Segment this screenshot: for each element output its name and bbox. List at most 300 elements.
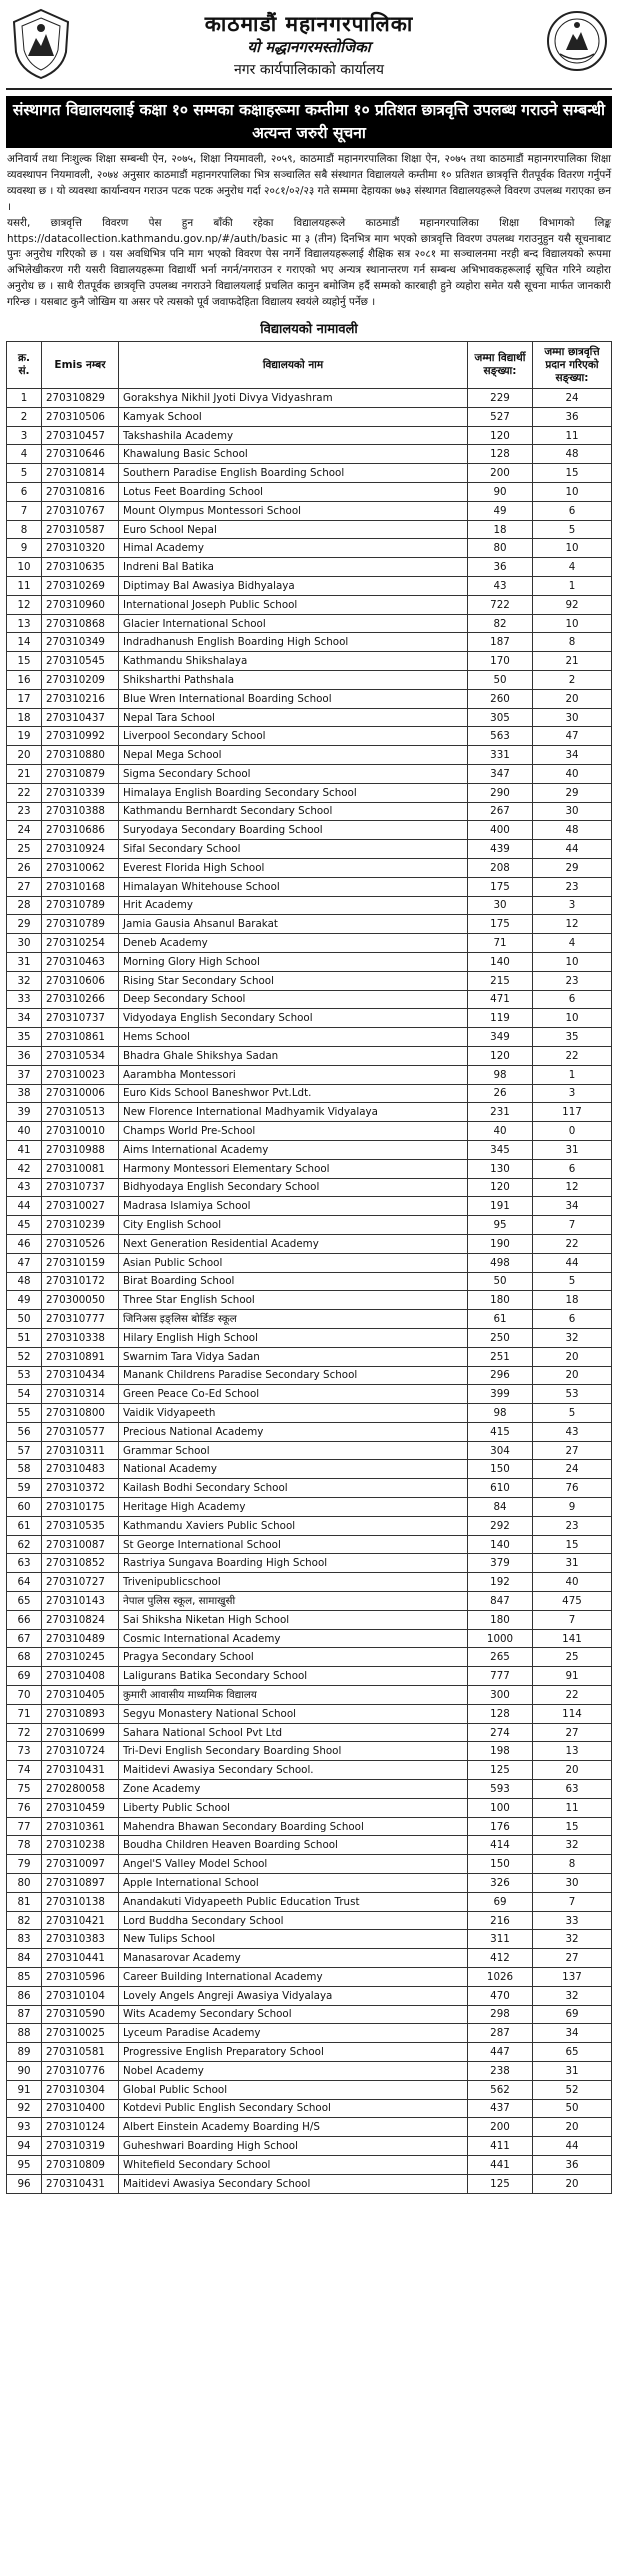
emis-number: 270310777 <box>42 1310 119 1329</box>
scholarship-count: 10 <box>533 1009 612 1028</box>
school-name: Sifal Secondary School <box>119 840 468 859</box>
serial-number: 5 <box>7 464 42 483</box>
emis-number: 270310372 <box>42 1479 119 1498</box>
emis-number: 270310463 <box>42 952 119 971</box>
scholarship-count: 12 <box>533 915 612 934</box>
emis-number: 270310025 <box>42 2024 119 2043</box>
scholarship-count: 2 <box>533 671 612 690</box>
total-students: 400 <box>468 821 533 840</box>
school-name: Boudha Children Heaven Boarding School <box>119 1836 468 1855</box>
total-students: 180 <box>468 1610 533 1629</box>
table-row <box>7 539 612 558</box>
serial-number: 51 <box>7 1328 42 1347</box>
scholarship-count: 30 <box>533 802 612 821</box>
total-students: 265 <box>468 1648 533 1667</box>
scholarship-count: 15 <box>533 1817 612 1836</box>
total-students: 198 <box>468 1742 533 1761</box>
emis-number: 270310168 <box>42 877 119 896</box>
total-students: 90 <box>468 483 533 502</box>
emis-number: 270310216 <box>42 689 119 708</box>
table-row <box>7 1986 612 2005</box>
serial-number: 1 <box>7 389 42 408</box>
table-row <box>7 464 612 483</box>
total-students: 18 <box>468 520 533 539</box>
scholarship-count: 475 <box>533 1592 612 1611</box>
school-name: Wits Academy Secondary School <box>119 2005 468 2024</box>
school-name: City English School <box>119 1216 468 1235</box>
table-row <box>7 1159 612 1178</box>
total-students: 192 <box>468 1573 533 1592</box>
table-row <box>7 877 612 896</box>
emis-number: 270310606 <box>42 971 119 990</box>
table-row <box>7 1366 612 1385</box>
emis-number: 270310023 <box>42 1065 119 1084</box>
school-name: International Joseph Public School <box>119 595 468 614</box>
emis-number: 270300050 <box>42 1291 119 1310</box>
scholarship-count: 24 <box>533 389 612 408</box>
serial-number: 26 <box>7 858 42 877</box>
table-row <box>7 896 612 915</box>
scholarship-count: 33 <box>533 1911 612 1930</box>
serial-number: 36 <box>7 1046 42 1065</box>
scholarship-count: 40 <box>533 765 612 784</box>
scholarship-count: 5 <box>533 1404 612 1423</box>
table-row <box>7 934 612 953</box>
serial-number: 22 <box>7 783 42 802</box>
table-row <box>7 1723 612 1742</box>
total-students: 447 <box>468 2043 533 2062</box>
serial-number: 70 <box>7 1686 42 1705</box>
emis-number: 270310339 <box>42 783 119 802</box>
scholarship-count: 0 <box>533 1122 612 1141</box>
scholarship-count: 10 <box>533 483 612 502</box>
serial-number: 88 <box>7 2024 42 2043</box>
table-row <box>7 783 612 802</box>
serial-number: 96 <box>7 2174 42 2193</box>
scholarship-count: 23 <box>533 877 612 896</box>
scholarship-count: 20 <box>533 2118 612 2137</box>
serial-number: 66 <box>7 1610 42 1629</box>
emis-number: 270310577 <box>42 1422 119 1441</box>
serial-number: 19 <box>7 727 42 746</box>
table-row <box>7 1422 612 1441</box>
scholarship-count: 29 <box>533 858 612 877</box>
emis-number: 270310960 <box>42 595 119 614</box>
emis-number: 270310172 <box>42 1272 119 1291</box>
school-name: Champs World Pre-School <box>119 1122 468 1141</box>
emis-number: 270310097 <box>42 1855 119 1874</box>
serial-number: 14 <box>7 633 42 652</box>
school-name: Heritage High Academy <box>119 1498 468 1517</box>
total-students: 175 <box>468 915 533 934</box>
school-name: Kathmandu Xaviers Public School <box>119 1516 468 1535</box>
scholarship-count: 7 <box>533 1892 612 1911</box>
serial-number: 53 <box>7 1366 42 1385</box>
school-name: Takshashila Academy <box>119 426 468 445</box>
table-row <box>7 1686 612 1705</box>
serial-number: 34 <box>7 1009 42 1028</box>
table-row <box>7 2080 612 2099</box>
total-students: 69 <box>468 1892 533 1911</box>
school-name: जिनिअस इङ्लिस बोर्डिङ स्कूल <box>119 1310 468 1329</box>
emis-number: 270310587 <box>42 520 119 539</box>
total-students: 216 <box>468 1911 533 1930</box>
scholarship-count: 7 <box>533 1610 612 1629</box>
emis-number: 270310239 <box>42 1216 119 1235</box>
emis-number: 270310852 <box>42 1554 119 1573</box>
emis-number: 270310027 <box>42 1197 119 1216</box>
school-name: Diptimay Bal Awasiya Bidhyalaya <box>119 577 468 596</box>
school-name: Angel'S Valley Model School <box>119 1855 468 1874</box>
serial-number: 68 <box>7 1648 42 1667</box>
emis-number: 270310635 <box>42 558 119 577</box>
emis-number: 270310349 <box>42 633 119 652</box>
school-name: Himalaya English Boarding Secondary School <box>119 783 468 802</box>
school-name: Sigma Secondary School <box>119 765 468 784</box>
emis-number: 270310800 <box>42 1404 119 1423</box>
serial-number: 94 <box>7 2137 42 2156</box>
municipality-tagline: यो मद्धानगरमस्तोजिका <box>247 38 371 56</box>
total-students: 610 <box>468 1479 533 1498</box>
emis-number: 270310338 <box>42 1328 119 1347</box>
total-students: 82 <box>468 614 533 633</box>
government-emblem <box>546 10 608 72</box>
school-name: Himalayan Whitehouse School <box>119 877 468 896</box>
table-row <box>7 1009 612 1028</box>
school-name: Progressive English Preparatory School <box>119 2043 468 2062</box>
scholarship-count: 43 <box>533 1422 612 1441</box>
emis-number: 270310457 <box>42 426 119 445</box>
school-name: Himal Academy <box>119 539 468 558</box>
serial-number: 7 <box>7 501 42 520</box>
table-row <box>7 520 612 539</box>
school-name: New Tulips School <box>119 1930 468 1949</box>
school-name: Kotdevi Public English Secondary School <box>119 2099 468 2118</box>
table-row <box>7 1479 612 1498</box>
emis-number: 270310124 <box>42 2118 119 2137</box>
serial-number: 33 <box>7 990 42 1009</box>
serial-number: 29 <box>7 915 42 934</box>
total-students: 190 <box>468 1234 533 1253</box>
school-name: Jamia Gausia Ahsanul Barakat <box>119 915 468 934</box>
scholarship-count: 32 <box>533 1836 612 1855</box>
serial-number: 67 <box>7 1629 42 1648</box>
total-students: 125 <box>468 2174 533 2193</box>
school-name: Nepal Tara School <box>119 708 468 727</box>
table-row <box>7 1516 612 1535</box>
total-students: 191 <box>468 1197 533 1216</box>
school-table <box>6 341 612 2194</box>
table-row <box>7 1780 612 1799</box>
school-name: Aarambha Montessori <box>119 1065 468 1084</box>
table-row <box>7 1140 612 1159</box>
school-name: Asian Public School <box>119 1253 468 1272</box>
school-name: Whitefield Secondary School <box>119 2155 468 2174</box>
table-row <box>7 426 612 445</box>
school-name: Bhadra Ghale Shikshya Sadan <box>119 1046 468 1065</box>
school-name: Hilary English High School <box>119 1328 468 1347</box>
emis-number: 270310893 <box>42 1704 119 1723</box>
table-row <box>7 689 612 708</box>
serial-number: 48 <box>7 1272 42 1291</box>
table-row <box>7 2061 612 2080</box>
total-students: 176 <box>468 1817 533 1836</box>
emis-number: 270310408 <box>42 1667 119 1686</box>
school-name: Maitidevi Awasiya Secondary School <box>119 2174 468 2193</box>
total-students: 437 <box>468 2099 533 2118</box>
serial-number: 85 <box>7 1968 42 1987</box>
total-students: 300 <box>468 1686 533 1705</box>
total-students: 175 <box>468 877 533 896</box>
school-name: Mahendra Bhawan Secondary Boarding School <box>119 1817 468 1836</box>
emis-number: 270310816 <box>42 483 119 502</box>
table-row <box>7 1761 612 1780</box>
scholarship-count: 7 <box>533 1216 612 1235</box>
total-students: 128 <box>468 1704 533 1723</box>
serial-number: 15 <box>7 652 42 671</box>
emis-number: 270310006 <box>42 1084 119 1103</box>
scholarship-count: 27 <box>533 1949 612 1968</box>
serial-number: 28 <box>7 896 42 915</box>
total-students: 200 <box>468 464 533 483</box>
total-students: 95 <box>468 1216 533 1235</box>
table-row <box>7 445 612 464</box>
serial-number: 50 <box>7 1310 42 1329</box>
total-students: 292 <box>468 1516 533 1535</box>
school-name: Maitidevi Awasiya Secondary School. <box>119 1761 468 1780</box>
school-name: Apple International School <box>119 1874 468 1893</box>
scholarship-count: 6 <box>533 1159 612 1178</box>
table-row <box>7 821 612 840</box>
school-name: Sahara National School Pvt Ltd <box>119 1723 468 1742</box>
total-students: 119 <box>468 1009 533 1028</box>
school-name: Albert Einstein Academy Boarding H/S <box>119 2118 468 2137</box>
emis-number: 270310988 <box>42 1140 119 1159</box>
emis-number: 270310861 <box>42 1028 119 1047</box>
scholarship-count: 6 <box>533 1310 612 1329</box>
scholarship-count: 6 <box>533 990 612 1009</box>
serial-number: 45 <box>7 1216 42 1235</box>
school-name: Liverpool Secondary School <box>119 727 468 746</box>
scholarship-count: 63 <box>533 1780 612 1799</box>
table-row <box>7 1234 612 1253</box>
table-row <box>7 1874 612 1893</box>
serial-number: 17 <box>7 689 42 708</box>
school-name: Birat Boarding School <box>119 1272 468 1291</box>
total-students: 98 <box>468 1404 533 1423</box>
letterhead <box>6 4 612 90</box>
school-name: Sai Shiksha Niketan High School <box>119 1610 468 1629</box>
scholarship-count: 27 <box>533 1723 612 1742</box>
table-row <box>7 1028 612 1047</box>
serial-number: 86 <box>7 1986 42 2005</box>
school-name: Bidhyodaya English Secondary School <box>119 1178 468 1197</box>
total-students: 411 <box>468 2137 533 2156</box>
header-sn: क्र. सं. <box>7 342 42 389</box>
table-row <box>7 952 612 971</box>
serial-number: 43 <box>7 1178 42 1197</box>
table-row <box>7 501 612 520</box>
school-name: Anandakuti Vidyapeeth Public Education Trust <box>119 1892 468 1911</box>
table-row <box>7 765 612 784</box>
school-name: कुमारी आवासीय माध्यमिक विद्यालय <box>119 1686 468 1705</box>
school-name: Lyceum Paradise Academy <box>119 2024 468 2043</box>
scholarship-count: 11 <box>533 1798 612 1817</box>
total-students: 98 <box>468 1065 533 1084</box>
table-row <box>7 2024 612 2043</box>
school-name: Everest Florida High School <box>119 858 468 877</box>
table-row <box>7 595 612 614</box>
serial-number: 6 <box>7 483 42 502</box>
total-students: 208 <box>468 858 533 877</box>
emis-number: 270310431 <box>42 2174 119 2193</box>
serial-number: 32 <box>7 971 42 990</box>
table-row <box>7 971 612 990</box>
school-name: Lotus Feet Boarding School <box>119 483 468 502</box>
total-students: 80 <box>468 539 533 558</box>
total-students: 30 <box>468 896 533 915</box>
school-name: Aims International Academy <box>119 1140 468 1159</box>
serial-number: 31 <box>7 952 42 971</box>
scholarship-count: 18 <box>533 1291 612 1310</box>
serial-number: 72 <box>7 1723 42 1742</box>
table-row <box>7 1197 612 1216</box>
table-row <box>7 1310 612 1329</box>
table-row <box>7 2005 612 2024</box>
table-row <box>7 1385 612 1404</box>
scholarship-count: 32 <box>533 1986 612 2005</box>
emis-number: 270310159 <box>42 1253 119 1272</box>
notice-body <box>7 152 611 311</box>
scholarship-count: 44 <box>533 840 612 859</box>
emis-number: 270310138 <box>42 1892 119 1911</box>
scholarship-count: 10 <box>533 952 612 971</box>
table-row <box>7 727 612 746</box>
emis-number: 270310535 <box>42 1516 119 1535</box>
total-students: 331 <box>468 746 533 765</box>
school-name: New Florence International Madhyamik Vidyalaya <box>119 1103 468 1122</box>
total-students: 50 <box>468 1272 533 1291</box>
scholarship-count: 4 <box>533 934 612 953</box>
scholarship-count: 23 <box>533 1516 612 1535</box>
notice-paragraph-2: यसरी, छात्रवृत्ति विवरण पेस हुन बाँकी रहेका विद्यालयहरूले काठमाडौं महानगरपालिका शिक्षा विभागको लिङ्क https://datacollection.kathmandu.gov.np/#/auth/basic मा ३ (तीन) दिनभित्र माग भएको छात्रवृत्ति विवरण उपलब्ध गराउनुहुन यसै सूचनाबाट पुनः अनुरोध गरिएको छ । यस अवधिभित्र पनि माग भएको विवरण पेस नगर्ने विद्यालयहरूलाई शैक्षिक सत्र २०८१ मा सञ्चालनमा नरही बन्द विद्यालयको रूपमा अभिलेखीकरण गरी यसरी विद्यालयहरूमा विद्यार्थी भर्ना नगर्न/नगराउन र गराएको भए अन्यत्र स्थानान्तरण गर्न सम्बन्ध अभिभावकहरूलाई सूचित गरिने व्यहोरा अनुरोध छ । साथै रीतपूर्वक छात्रवृत्ति उपलब्ध नगराउने विद्यालयलाई प्रचलित कानुन बमोजिम हर्दै सम्मको कारबाही हुने व्यहोरा समेत यसै सूचना मार्फत जानकारी गरिन्छ । यसबाट कुनै जोखिम या असर परे त्यसको पूर्व जवाफदेहिता विद्यालय स्वयंले व्यहोर्नु पर्नेछ । <box>7 216 611 309</box>
total-students: 170 <box>468 652 533 671</box>
scholarship-count: 30 <box>533 708 612 727</box>
serial-number: 60 <box>7 1498 42 1517</box>
office-name: नगर कार्यपालिकाको कार्यालय <box>234 62 384 78</box>
table-row <box>7 1065 612 1084</box>
scholarship-count: 12 <box>533 1178 612 1197</box>
serial-number: 41 <box>7 1140 42 1159</box>
school-name: Rastriya Sungava Boarding High School <box>119 1554 468 1573</box>
total-students: 345 <box>468 1140 533 1159</box>
emis-number: 270310320 <box>42 539 119 558</box>
serial-number: 20 <box>7 746 42 765</box>
table-row <box>7 1911 612 1930</box>
serial-number: 79 <box>7 1855 42 1874</box>
table-row <box>7 1798 612 1817</box>
table-row <box>7 2137 612 2156</box>
school-name: Morning Glory High School <box>119 952 468 971</box>
total-students: 287 <box>468 2024 533 2043</box>
total-students: 439 <box>468 840 533 859</box>
total-students: 527 <box>468 407 533 426</box>
emis-number: 270310814 <box>42 464 119 483</box>
table-row <box>7 407 612 426</box>
table-row <box>7 1742 612 1761</box>
emis-number: 270310431 <box>42 1761 119 1780</box>
school-name: Vidyodaya English Secondary School <box>119 1009 468 1028</box>
emis-number: 270310506 <box>42 407 119 426</box>
table-row <box>7 840 612 859</box>
serial-number: 3 <box>7 426 42 445</box>
table-row <box>7 1460 612 1479</box>
school-name: Kamyak School <box>119 407 468 426</box>
table-row <box>7 671 612 690</box>
school-name: Global Public School <box>119 2080 468 2099</box>
school-name: Tri-Devi English Secondary Boarding Shool <box>119 1742 468 1761</box>
school-name: Laligurans Batika Secondary School <box>119 1667 468 1686</box>
school-name: Vaidik Vidyapeeth <box>119 1404 468 1423</box>
total-students: 84 <box>468 1498 533 1517</box>
scholarship-count: 22 <box>533 1046 612 1065</box>
school-name: नेपाल पुलिस स्कूल, सामाखुसी <box>119 1592 468 1611</box>
scholarship-count: 23 <box>533 971 612 990</box>
school-name: Indradhanush English Boarding High School <box>119 633 468 652</box>
school-name: Gorakshya Nikhil Jyoti Divya Vidyashram <box>119 389 468 408</box>
scholarship-count: 92 <box>533 595 612 614</box>
serial-number: 58 <box>7 1460 42 1479</box>
serial-number: 54 <box>7 1385 42 1404</box>
table-row <box>7 614 612 633</box>
table-row <box>7 1178 612 1197</box>
scholarship-count: 3 <box>533 896 612 915</box>
total-students: 215 <box>468 971 533 990</box>
table-row <box>7 1084 612 1103</box>
serial-number: 39 <box>7 1103 42 1122</box>
school-name: Lord Buddha Secondary School <box>119 1911 468 1930</box>
serial-number: 74 <box>7 1761 42 1780</box>
scholarship-count: 44 <box>533 1253 612 1272</box>
table-row <box>7 2174 612 2193</box>
total-students: 274 <box>468 1723 533 1742</box>
table-row <box>7 577 612 596</box>
total-students: 347 <box>468 765 533 784</box>
total-students: 563 <box>468 727 533 746</box>
serial-number: 82 <box>7 1911 42 1930</box>
emis-number: 270310724 <box>42 1742 119 1761</box>
scholarship-count: 31 <box>533 1554 612 1573</box>
emis-number: 270310581 <box>42 2043 119 2062</box>
table-row <box>7 1592 612 1611</box>
scholarship-count: 47 <box>533 727 612 746</box>
school-name: Green Peace Co-Ed School <box>119 1385 468 1404</box>
scholarship-count: 137 <box>533 1968 612 1987</box>
school-name: Rising Star Secondary School <box>119 971 468 990</box>
total-students: 251 <box>468 1347 533 1366</box>
serial-number: 49 <box>7 1291 42 1310</box>
serial-number: 62 <box>7 1535 42 1554</box>
emis-number: 270310319 <box>42 2137 119 2156</box>
table-row <box>7 802 612 821</box>
total-students: 441 <box>468 2155 533 2174</box>
emis-number: 270310880 <box>42 746 119 765</box>
emis-number: 270310010 <box>42 1122 119 1141</box>
school-name: Nobel Academy <box>119 2061 468 2080</box>
scholarship-count: 117 <box>533 1103 612 1122</box>
scholarship-count: 22 <box>533 1686 612 1705</box>
serial-number: 25 <box>7 840 42 859</box>
